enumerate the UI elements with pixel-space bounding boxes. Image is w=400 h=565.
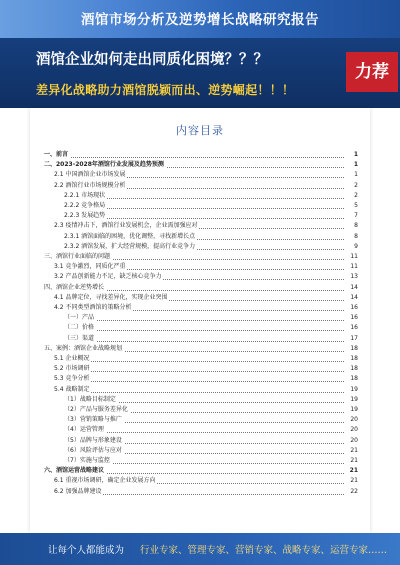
- toc-entry[interactable]: [44, 232, 358, 242]
- toc-entry-label: （二）价格: [64, 324, 95, 332]
- toc-entry-page: 1: [346, 160, 358, 170]
- footer-slogan: 让每个人都能成为: [48, 545, 125, 556]
- toc-entry-page: 22: [346, 487, 358, 497]
- toc-entry-label: 6.1 重视市场调研，确定企业发展方向: [54, 477, 156, 485]
- toc-entry[interactable]: [44, 211, 358, 221]
- toc-entry-page: 16: [346, 313, 358, 323]
- footer-roles: 行业专家、管理专家、营销专家、战略专家、运营专家……: [140, 545, 388, 556]
- toc-entry[interactable]: [44, 354, 358, 364]
- toc-entry-label: （4）运营管理: [64, 426, 104, 434]
- toc-entry[interactable]: [44, 344, 358, 354]
- toc-entry-page: 9: [346, 242, 358, 252]
- toc-entry-label: 五、案例：酒馆企业战略规划: [44, 344, 123, 352]
- toc-entry-page: 11: [346, 252, 358, 262]
- toc-leader-dots: [64, 334, 344, 342]
- toc-entry-page: 2: [346, 191, 358, 201]
- toc-entry-page: 18: [346, 354, 358, 364]
- toc-leader-dots: [64, 323, 344, 331]
- toc-entry-label: 2.3.2 酒馆发展，扩大经营规模，提高行业竞争力: [64, 242, 196, 250]
- toc-entry-page: 21: [346, 476, 358, 486]
- toc-leader-dots: [64, 313, 344, 321]
- toc-title: 内容目录: [176, 124, 224, 137]
- toc-entry-label: 2.3.1 酒馆面临的困境，优化调整，寻找新增长点: [64, 232, 196, 240]
- toc-entry-page: 1: [346, 170, 358, 180]
- toc-entry-label: 2.2 酒馆行业市场规模分析: [54, 181, 126, 189]
- headline-sub: 差异化战略助力酒馆脱颖而出、逆势崛起！！！: [36, 83, 295, 97]
- toc-entry-page: 18: [346, 344, 358, 354]
- toc-entry[interactable]: [44, 252, 358, 262]
- toc-entry[interactable]: [44, 181, 358, 191]
- toc-entry-page: 7: [346, 211, 358, 221]
- toc-entry[interactable]: [44, 191, 358, 201]
- toc-entry-label: 5.4 战略制定: [54, 385, 90, 393]
- toc-entry-label: 三、酒馆行业面临的问题: [44, 253, 111, 260]
- toc-entry[interactable]: [44, 405, 358, 415]
- toc-entry-page: 11: [346, 262, 358, 272]
- toc-entry-label: 2.2.3 发展趋势: [64, 212, 106, 220]
- toc-leader-dots: [54, 364, 344, 372]
- toc-entry[interactable]: [44, 170, 358, 180]
- toc-entry-label: （5）品牌与形象建设: [64, 436, 122, 444]
- toc-entry[interactable]: [44, 323, 358, 333]
- toc-entry-page: 1: [346, 150, 358, 160]
- toc-entry-page: 16: [346, 323, 358, 333]
- toc-entry-label: （6）风险评估与应对: [64, 446, 122, 454]
- toc-entry-label: （2）产品与服务差异化: [64, 406, 128, 413]
- headline-band: [0, 38, 400, 108]
- toc-entry[interactable]: [44, 395, 358, 405]
- toc-entry-label: 5.1 企业概况: [54, 355, 90, 362]
- toc-entry[interactable]: [44, 272, 358, 282]
- toc-entry-label: （1）战略目标制定: [64, 395, 116, 403]
- toc-entry[interactable]: [44, 487, 358, 497]
- toc-leader-dots: [54, 385, 344, 393]
- toc-entry[interactable]: [44, 150, 358, 160]
- toc-entry-page: 19: [346, 385, 358, 395]
- toc-entry-label: 四、酒馆企业逆势增长: [44, 283, 105, 291]
- toc-entry-label: （7）实施与监控: [64, 457, 110, 464]
- toc-entry[interactable]: [44, 364, 358, 374]
- toc-entry-label: （三）渠道: [64, 334, 95, 342]
- footer-bar: [0, 533, 400, 565]
- toc-entry[interactable]: [44, 160, 358, 170]
- toc-entry[interactable]: [44, 242, 358, 252]
- toc-entry[interactable]: [44, 466, 358, 476]
- toc-entry-label: 4.2 不同类型酒馆的策略分析: [54, 304, 132, 311]
- toc-entry-label: 4.1 品牌定位，寻找差异化，实现企业突围: [54, 293, 168, 301]
- toc-leader-dots: [54, 374, 344, 382]
- toc-entry-page: 20: [346, 436, 358, 446]
- toc-entry-page: 16: [346, 303, 358, 313]
- toc-entry-label: 二、2023-2028年酒馆行业发展及趋势预测: [44, 161, 164, 169]
- toc-entry[interactable]: [44, 415, 358, 425]
- toc-entry-label: 5.3 竞争分析: [54, 375, 90, 383]
- toc-entry-page: 20: [346, 415, 358, 425]
- toc-entry-label: 一、前言: [44, 151, 69, 158]
- top-banner: [0, 0, 400, 38]
- toc-entry-label: 2.1 中国酒馆企业市场发展: [54, 171, 126, 179]
- headline-main: 酒馆企业如何走出同质化困境？？？: [36, 52, 268, 68]
- toc-leader-dots: [44, 150, 344, 158]
- toc-entry[interactable]: [44, 283, 358, 293]
- toc-entry-page: 8: [346, 221, 358, 231]
- toc-entry-page: 21: [346, 446, 358, 456]
- toc-entry-page: 21: [346, 466, 358, 476]
- toc-entry[interactable]: [44, 374, 358, 384]
- recommend-badge: 力荐: [346, 52, 398, 92]
- toc-entry[interactable]: [44, 262, 358, 272]
- toc-entry[interactable]: [44, 436, 358, 446]
- toc-leader-dots: [64, 425, 344, 433]
- toc-entry[interactable]: [44, 303, 358, 313]
- toc-entry[interactable]: [44, 385, 358, 395]
- toc-entry-page: 19: [346, 395, 358, 405]
- toc-entry-label: （3）营销策略与推广: [64, 416, 122, 424]
- toc-entry-label: 六、酒馆运营战略建议: [44, 467, 105, 475]
- toc-entry-label: 3.1 竞争激烈，同质化严重: [54, 263, 126, 271]
- toc-entry-page: 14: [346, 293, 358, 303]
- toc-entry-page: 2: [346, 181, 358, 191]
- toc-entry[interactable]: [44, 293, 358, 303]
- toc-entry[interactable]: [44, 456, 358, 466]
- report-title: 酒馆市场分析及逆势增长战略研究报告: [81, 12, 319, 28]
- toc-entry-label: （一）产品: [64, 314, 95, 322]
- toc-entry-page: 14: [346, 283, 358, 293]
- toc-entry-label: 2.2.2 竞争格局: [64, 202, 106, 209]
- toc-entry-page: 21: [346, 456, 358, 466]
- toc-entry[interactable]: [44, 425, 358, 435]
- toc-entry[interactable]: [44, 334, 358, 344]
- toc-leader-dots: [54, 354, 344, 362]
- toc-entry[interactable]: [44, 221, 358, 231]
- toc-entry-page: 13: [346, 272, 358, 282]
- toc-entry[interactable]: [44, 476, 358, 486]
- toc-entry-page: 17: [346, 334, 358, 344]
- toc-entry-page: 5: [346, 201, 358, 211]
- document-page: [30, 108, 370, 533]
- toc-entry-page: 18: [346, 374, 358, 384]
- toc-entry-label: 2.3 疫情冲击下，酒馆行业发展机会，企业需加强应对: [54, 222, 198, 230]
- toc-entry-label: 3.2 产品创新能力不足，缺乏核心竞争力: [54, 273, 162, 281]
- toc-entry[interactable]: [44, 201, 358, 211]
- toc-entry-page: 8: [346, 232, 358, 242]
- toc-entry[interactable]: [44, 313, 358, 323]
- toc-entry-page: 18: [346, 364, 358, 374]
- toc-entry-label: 2.2.1 市场现状: [64, 191, 106, 199]
- toc-entry-label: 5.2 市场调研: [54, 365, 90, 373]
- toc-entry-page: 19: [346, 405, 358, 415]
- toc-entry-label: 6.2 加强品牌建设: [54, 487, 102, 495]
- toc-entry[interactable]: [44, 446, 358, 456]
- toc-entry-page: 20: [346, 425, 358, 435]
